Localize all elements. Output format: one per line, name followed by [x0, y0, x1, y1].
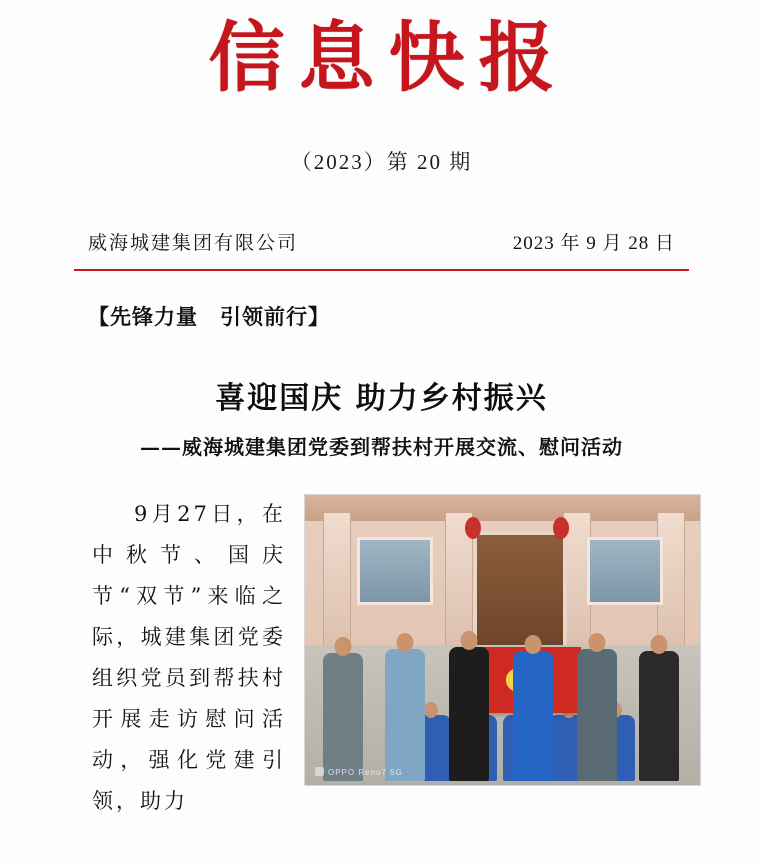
article-body-paragraph: 9月27日，在中秋节、国庆节“双节”来临之际，城建集团党委组织党员到帮扶村开展走访慰问活动，强化党建引领，助力: [92, 501, 286, 813]
issue-number: （2023）第 20 期: [290, 149, 473, 174]
photo-person-front-5: [577, 649, 617, 781]
photo-window-left: [357, 537, 433, 605]
article-subheadline: ——威海城建集团党委到帮扶村开展交流、慰问活动: [140, 434, 623, 459]
article-headline: 喜迎国庆 助力乡村振兴: [215, 380, 548, 416]
photo-person-head: [424, 702, 438, 718]
masthead: [0, 0, 763, 102]
header-divider: [74, 269, 689, 271]
organization-name: 威海城建集团有限公司: [88, 232, 299, 254]
photo-person-head: [397, 633, 414, 652]
photo-person-front-2: [385, 649, 425, 781]
photo-person-front-1: [323, 653, 363, 781]
org-date-row: [0, 228, 763, 255]
photo-person-head: [461, 631, 478, 650]
section-tag: 【先锋力量 引领前行】: [88, 303, 330, 329]
photo-person-head: [525, 635, 542, 654]
photo-person-head: [335, 637, 352, 656]
photo-person-front-6: [639, 651, 679, 781]
photo-doorway: [473, 531, 567, 651]
photo-watermark-text: OPPO Reno7 5G: [328, 767, 403, 777]
publication-date: 2023 年 9 月 28 日: [512, 232, 675, 254]
photo-person-front-3: [449, 647, 489, 781]
photo-window-right: [587, 537, 663, 605]
photo-person-head: [651, 635, 668, 654]
photo-lantern-right: [553, 517, 569, 539]
photo-person-front-4: [513, 651, 553, 781]
masthead-title: 信息快报: [208, 13, 569, 102]
camera-icon: [315, 767, 324, 776]
article-content: [0, 494, 763, 822]
article-photo: [304, 494, 701, 786]
photo-lantern-left: [465, 517, 481, 539]
article-body: [92, 494, 286, 822]
photo-pillar-left: [323, 513, 351, 648]
photo-person-head: [589, 633, 606, 652]
photo-watermark: [315, 767, 403, 777]
photo-roofline: [305, 495, 700, 521]
